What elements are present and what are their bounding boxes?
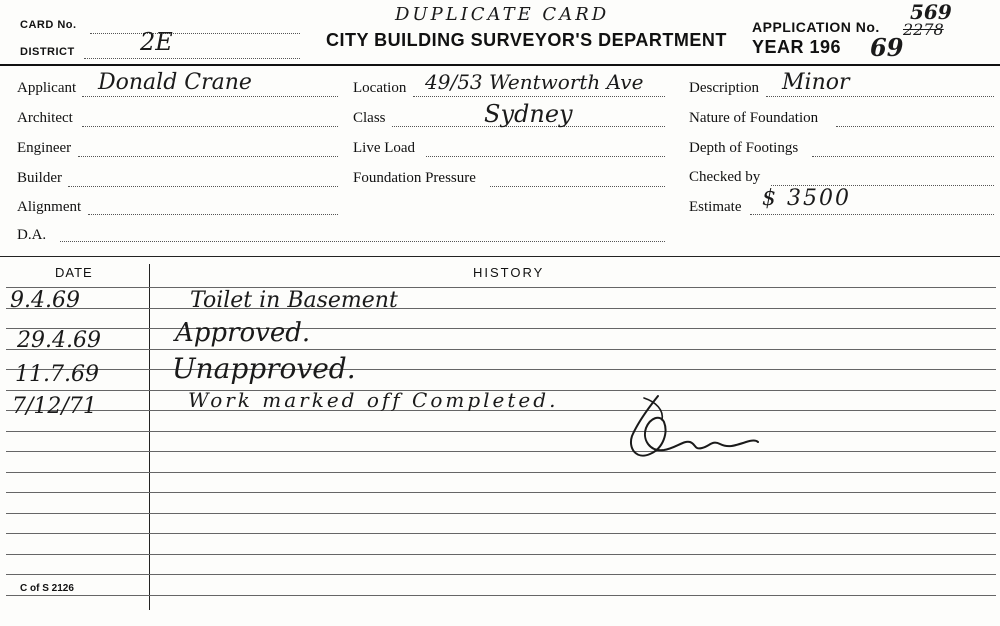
da-label: D.A.: [17, 227, 47, 243]
history-text-2: Approved.: [175, 318, 311, 348]
history-ruled-line: [6, 492, 996, 493]
applicant-label: Applicant: [17, 80, 77, 96]
signature-scribble: [620, 392, 760, 462]
da-line: [60, 241, 665, 242]
history-ruled-line: [6, 328, 996, 329]
estimate-label: Estimate: [689, 199, 742, 215]
year-value: 69: [870, 33, 904, 62]
depth-of-footings-label: Depth of Footings: [689, 140, 799, 156]
history-text-1: Toilet in Basement: [190, 288, 398, 313]
date-column-header: DATE: [55, 265, 93, 280]
application-no-value: 569: [910, 0, 952, 24]
history-ruled-line: [6, 533, 996, 534]
date-column-divider: [149, 264, 150, 610]
live-load-label: Live Load: [353, 140, 416, 156]
history-ruled-line: [6, 554, 996, 555]
foundation-pressure-label: Foundation Pressure: [353, 170, 476, 186]
nature-of-foundation-label: Nature of Foundation: [689, 110, 819, 126]
builder-line: [68, 186, 338, 187]
history-ruled-line: [6, 431, 996, 432]
history-date-1: 9.4.69: [10, 288, 80, 313]
history-ruled-line: [6, 308, 996, 309]
history-column-header: HISTORY: [473, 265, 545, 280]
class-label: Class: [353, 110, 386, 126]
engineer-label: Engineer: [17, 140, 72, 156]
location-label: Location: [353, 80, 407, 96]
department-title: CITY BUILDING SURVEYOR'S DEPARTMENT: [326, 30, 727, 50]
history-ruled-line: [6, 287, 996, 288]
history-text-4: Work marked off Completed.: [188, 388, 559, 412]
card-no-label: CARD No.: [20, 19, 77, 31]
history-ruled-line: [6, 595, 996, 596]
live-load-line: [426, 156, 665, 157]
form-number: C of S 2126: [20, 583, 74, 594]
checked-by-label: Checked by: [689, 169, 761, 185]
alignment-label: Alignment: [17, 199, 82, 215]
engineer-line: [78, 156, 338, 157]
description-label: Description: [689, 80, 759, 96]
history-text-3: Unapproved.: [172, 352, 356, 385]
history-ruled-line: [6, 369, 996, 370]
description-value: Minor: [782, 70, 850, 95]
district-label: DISTRICT: [20, 46, 75, 58]
district-value: 2E: [140, 28, 173, 56]
architect-line: [82, 126, 338, 127]
nature-of-foundation-line: [836, 126, 994, 127]
architect-label: Architect: [17, 110, 73, 126]
applicant-line: [82, 96, 338, 97]
application-no-label: APPLICATION No.: [752, 19, 880, 35]
history-ruled-line: [6, 472, 996, 473]
application-no-struck: 2278: [903, 20, 944, 39]
alignment-line: [88, 214, 338, 215]
estimate-line: [750, 214, 994, 215]
year-label: YEAR 196: [752, 37, 842, 57]
depth-of-footings-line: [812, 156, 994, 157]
estimate-value: $ 3500: [762, 186, 851, 211]
foundation-pressure-line: [490, 186, 665, 187]
location-line: [413, 96, 665, 97]
applicant-value: Donald Crane: [98, 70, 252, 95]
history-ruled-line: [6, 451, 996, 452]
location-value-line2: Sydney: [484, 100, 573, 128]
location-value: 49/53 Wentworth Ave: [425, 70, 644, 94]
history-ruled-line: [6, 574, 996, 575]
district-line: [84, 58, 300, 59]
history-date-2: 29.4.69: [17, 328, 101, 353]
description-line: [766, 96, 994, 97]
history-ruled-line: [6, 349, 996, 350]
history-date-4: 7/12/71: [12, 394, 97, 419]
header-divider: [0, 64, 1000, 66]
history-ruled-line: [6, 513, 996, 514]
duplicate-note: DUPLICATE CARD: [395, 4, 610, 25]
history-date-3: 11.7.69: [15, 362, 99, 387]
builder-label: Builder: [17, 170, 62, 186]
card-no-line: [90, 33, 300, 34]
history-top-rule: [0, 256, 1000, 257]
